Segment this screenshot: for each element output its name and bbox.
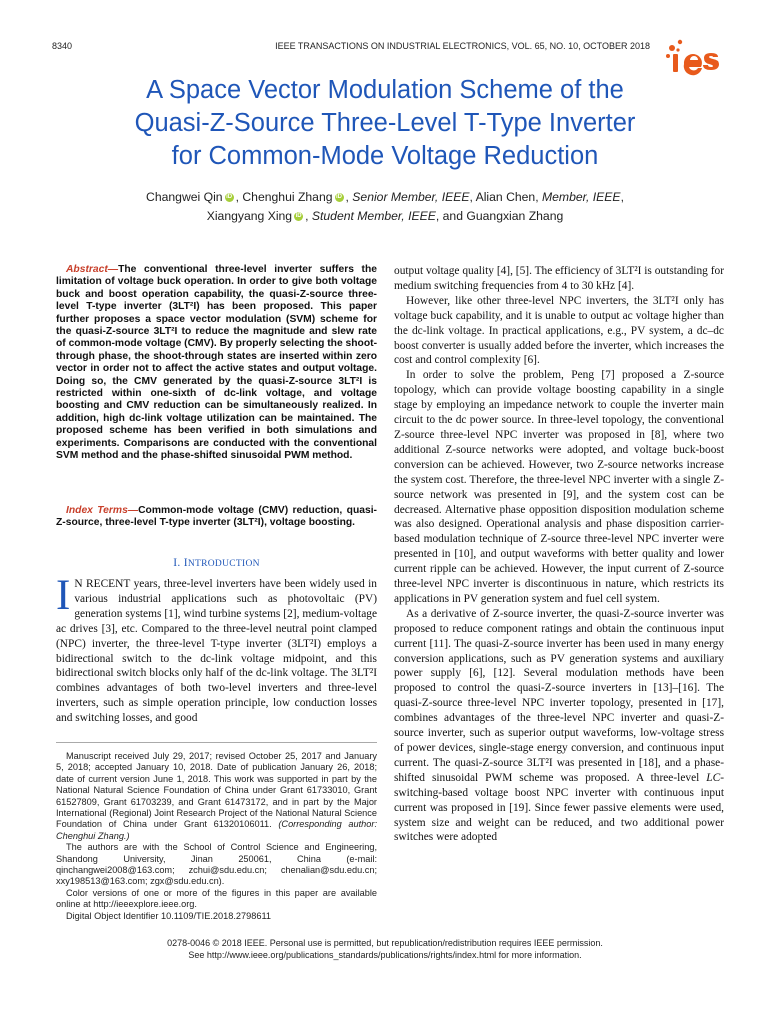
orcid-icon[interactable]: iD — [295, 212, 302, 219]
drop-cap: I — [56, 572, 71, 619]
index-terms-label: Index Terms — [66, 505, 128, 516]
copyright-notice: 0278-0046 © 2018 IEEE. Personal use is permitted, but republication/redistribution requires IEEE permission. See http://www.ieee.org/publications_standards/publications/rights/index.html for more information. — [167, 938, 603, 960]
paragraph: However, like other three-level NPC inverters, the 3LT²I only has voltage buck capability, and it is unable to output ac voltage higher than the dc-link voltage. In practical applications, e.g., PV system, a dc–dc boost converter is usually added before the inverter, which increases the cost and control complexity [6]. — [394, 294, 724, 367]
index-terms-text: Common-mode voltage (CMV) reduction, quasi-Z-source, three-level T-type inverter (3LT²I), voltage boosting. — [56, 505, 377, 529]
author-role: Senior Member, IEEE — [352, 190, 470, 204]
abstract-text: The conventional three-level inverter suffers the limitation of voltage buck operation. In order to give both voltage buck and boost operation capability, the quasi-Z-source three-level T-type inverter (3LT²I) has been proposed. This paper further proposes a space vector modulation (SVM) scheme for the quasi-Z-source 3LT²I to reduce the magnitude and slew rate of common-mode voltage (CMV). By properly selecting the shoot-through phase, the shoot-through states are inserted within zero vector in order not to affect the active states and output voltage. Doing so, the CMV generated by the quasi-Z-source 3LT²I is restricted within one-sixth of dc-link voltage, and voltage boosting and CMV reduction can be simultaneously realized. In addition, high dc-link voltage utilization can be maintained. The proposed scheme has been verified in both simulations and experiments. Comparisons are conducted with the conventional SVM method and the phase-shifted sinusoidal PWM method. — [56, 264, 377, 462]
index-terms: Index Terms—Common-mode voltage (CMV) reduction, quasi-Z-source, three-level T-type inverter (3LT²I), voltage boosting. — [56, 505, 377, 529]
title-line: A Space Vector Modulation Scheme of the — [146, 76, 624, 104]
author-name: Xiangyang Xing — [206, 208, 293, 223]
orcid-icon[interactable]: iD — [336, 194, 342, 200]
paragraph: output voltage quality [4], [5]. The efficiency of 3LT²I is outstanding for medium switching frequencies from 4 to 30 kHz [4]. — [394, 265, 724, 292]
running-header — [0, 41, 768, 55]
author-role: Member, IEEE — [541, 190, 621, 204]
title-line: Quasi-Z-Source Three-Level T-Type Inverter — [134, 109, 636, 137]
page-number: 8340 — [52, 41, 73, 51]
journal-name: IEEE TRANSACTIONS ON INDUSTRIAL ELECTRONICS, VOL. 65, NO. 10, OCTOBER 2018 — [275, 41, 650, 51]
author-name: Chenghui Zhang — [242, 190, 333, 204]
author-name: Changwei Qin — [146, 190, 223, 204]
intro-lead: N RECENT — [74, 578, 131, 590]
author-conjunction: and — [442, 208, 463, 223]
paragraph: As a derivative of Z-source inverter, the quasi-Z-source inverter was proposed to reduce component ratings and obtain the continuous input current [11]. The quasi-Z-source inverter has been used in many energy conversion applications, such as PV generation systems and auxiliary power supply [6], [12]. Several modulation methods have been proposed to control the quasi-Z-source inverters in [13]–[16]. The quasi-Z-source three-level NPC inverter topology, presented in [17], combines advantages of the three-level NPC inverter and quasi-Z-source inverter, such as superior output waveforms, low-voltage stress of power devices, single-stage energy conversion, and continuous input current. The quasi-Z-source 3LT²I was presented in [18], and a phase-shifted sinusoidal PWM scheme was proposed. A three-level LC-switching-based voltage boost NPC inverter with continuous input current was proposed in [19]. Since fewer passive elements were used, system size and weight can be reduced, and two additional power switches were adopted — [394, 607, 724, 844]
right-column-text — [394, 264, 724, 845]
introduction-text — [56, 572, 377, 726]
abstract: Abstract—The conventional three-level inverter suffers the limitation of voltage buck operation. In order to give both voltage buck and boost operation capability, the quasi-Z-source three-level T-type inverter (3LT²I) has been proposed. This paper further proposes a space vector modulation (SVM) scheme for the quasi-Z-source 3LT²I to reduce the magnitude and slew rate of common-mode voltage (CMV). By properly selecting the shoot-through phase, the shoot-through states are inserted within zero vector in order not to affect the active states and output voltage. Doing so, the CMV generated by the quasi-Z-source 3LT²I is restricted within one-sixth of dc-link voltage, and voltage boosting and CMV reduction can be simultaneously realized. In addition, high dc-link voltage utilization can be maintained. The proposed scheme has been verified in both simulations and experiments. Comparisons are conducted with the conventional SVM method and the phase-shifted sinusoidal PWM method. — [56, 264, 377, 462]
author-list: Changwei Qin iD , Chenghui Zhang iD , Senior Member, IEEE, Alian Chen, Member, IEEE, Xiangyang Xing iD , Student Member, IEEE, and Guangxian Zhang — [146, 190, 624, 223]
section-heading: I. INTRODUCTION — [173, 557, 260, 569]
title-line: for Common-Mode Voltage Reduction — [171, 142, 599, 170]
author-role: Student Member, IEEE — [311, 208, 436, 223]
paragraph: In order to solve the problem, Peng [7] proposed a Z-source topology, which can provide voltage boosting capability in a single stage by employing an impedance network to couple the inverter main circuit to the dc power source. In three-level topology, the conventional Z-source three-level NPC inverter was proposed in [8], where two additional Z-source networks were adopted, and voltage buck-boost conversion can be achieved. However, two Z-source networks increase the system cost. Therefore, the three-level NPC inverter with a single Z-source network was presented in [9], and the system cost can be decreased. Alternative phase opposition disposition modulation scheme was also designed. Operational analysis and phase disposition carrier-based modulation technique of Z-source three-level NPC inverter were presented in [10], and output waveforms with better quality and lower current ripple can be achieved. However, the input current of Z-source three-level NPC inverter is discontinuous in nature, which restricts its applications in PV generation system and fuel cell system. — [394, 369, 724, 605]
footnote: Manuscript received July 29, 2017; revised October 25, 2017 and January 5, 2018; accepted January 10, 2018. Date of publication January 26, 2018; date of current version June 1, 2018. This work was supported in part by the National Natural Science Foundation of China under Grant 61733010, Grant 61527809, Grant 61703239, and Grant 61473172, and in part by the Major International (Regional) Joint Research Project of the National Natural Science Foundation of China under Grant 61320106011. (Corresponding author: Chenghui Zhang.) The authors are with the School of Control Science and Engineering, Shandong University, Jinan 250061, China (e-mail: qinchangwei2008@163.com; zchui@sdu.edu.cn; chenalian@sdu.edu.cn; xxy198513@163.com; zgx@sdu.edu.cn). Color versions of one or more of the figures in this paper are available online at http://ieeexplore.ieee.org. Digital Object Identifier 10.1109/TIE.2018.2798611 — [56, 751, 377, 922]
abstract-label: Abstract — [66, 264, 108, 275]
ies-logo-icon — [664, 36, 724, 78]
paper-title — [40, 74, 730, 173]
orcid-icon[interactable]: iD — [226, 194, 233, 200]
author-name: Alian Chen — [475, 190, 536, 204]
intro-paragraph: years, three-level inverters have been widely used in various industrial applications such as photovoltaic (PV) generation systems [1], wind turbine systems [2], medium-voltage ac drives [3], etc. Compared to the three-level neutral point clamped (NPC) inverter, the three-level T-type inverter (3LT²I) employs a bidirectional switch to the dc-link voltage midpoint, and this bidirectional switch blocks only half of the dc-link voltage. The 3LT²I combines advantages of both two-level inverters and three-level inverters, such as simple operation principle, low conduction losses and switching losses, and good — [56, 578, 377, 725]
author-name: Guangxian Zhang — [466, 208, 564, 223]
footnote-rule — [56, 742, 377, 743]
